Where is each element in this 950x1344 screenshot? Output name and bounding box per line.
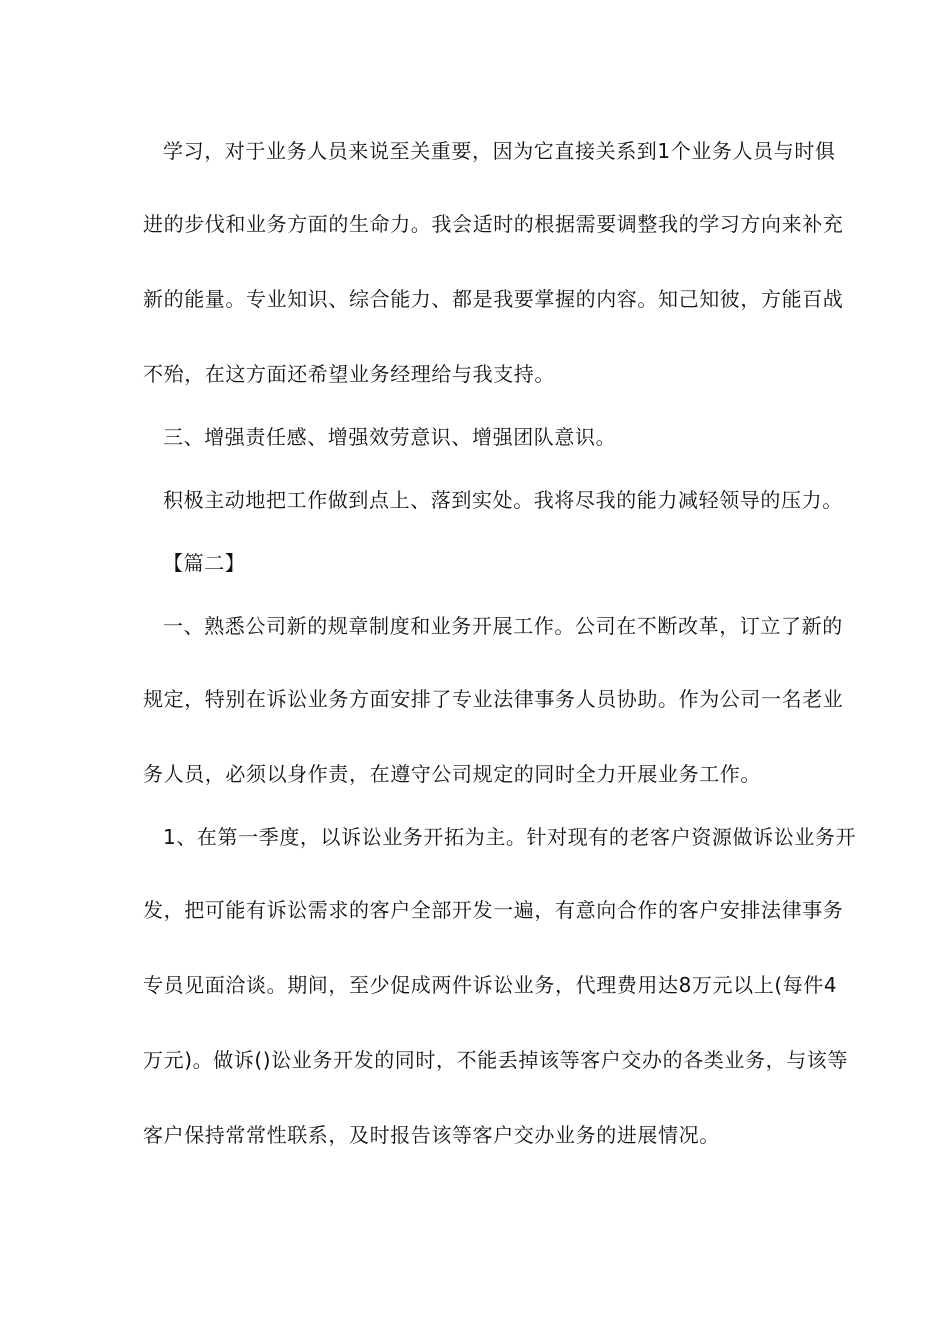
paragraph-line: 不殆，在这方面还希望业务经理给与我支持。 [143,362,555,386]
paragraph-line: 积极主动地把工作做到点上、落到实处。我将尽我的能力减轻领导的压力。 [163,488,843,512]
paragraph-line: 规定，特别在诉讼业务方面安排了专业法律事务人员协助。作为公司一名老业 [143,687,844,711]
section-heading: 三、增强责任感、增强效劳意识、增强团队意识。 [163,425,617,449]
paragraph-line: 专员见面洽谈。期间，至少促成两件诉讼业务，代理费用达8万元以上(每件4 [143,973,838,997]
paragraph-line: 学习，对于业务人员来说至关重要，因为它直接关系到1个业务人员与时俱 [163,139,836,163]
paragraph-line: 新的能量。专业知识、综合能力、都是我要掌握的内容。知己知彼，方能百战 [143,287,844,311]
paragraph-line: 1、在第一季度，以诉讼业务开拓为主。针对现有的老客户资源做诉讼业务开 [163,825,857,849]
paragraph-line: 客户保持常常性联系，及时报告该等客户交办业务的进展情况。 [143,1123,720,1147]
paragraph-line: 进的步伐和业务方面的生命力。我会适时的根据需要调整我的学习方向来补充 [143,212,844,236]
paragraph-line: 万元)。做诉()讼业务开发的同时，不能丢掉该等客户交办的各类业务，与该等 [143,1048,849,1072]
part-heading: 【篇二】 [163,551,246,575]
section-heading: 一、熟悉公司新的规章制度和业务开展工作。公司在不断改革，订立了新的 [163,614,843,638]
paragraph-line: 发，把可能有诉讼需求的客户全部开发一遍，有意向合作的客户安排法律事务 [143,898,844,922]
paragraph-line: 务人员，必须以身作责，在遵守公司规定的同时全力开展业务工作。 [143,762,761,786]
